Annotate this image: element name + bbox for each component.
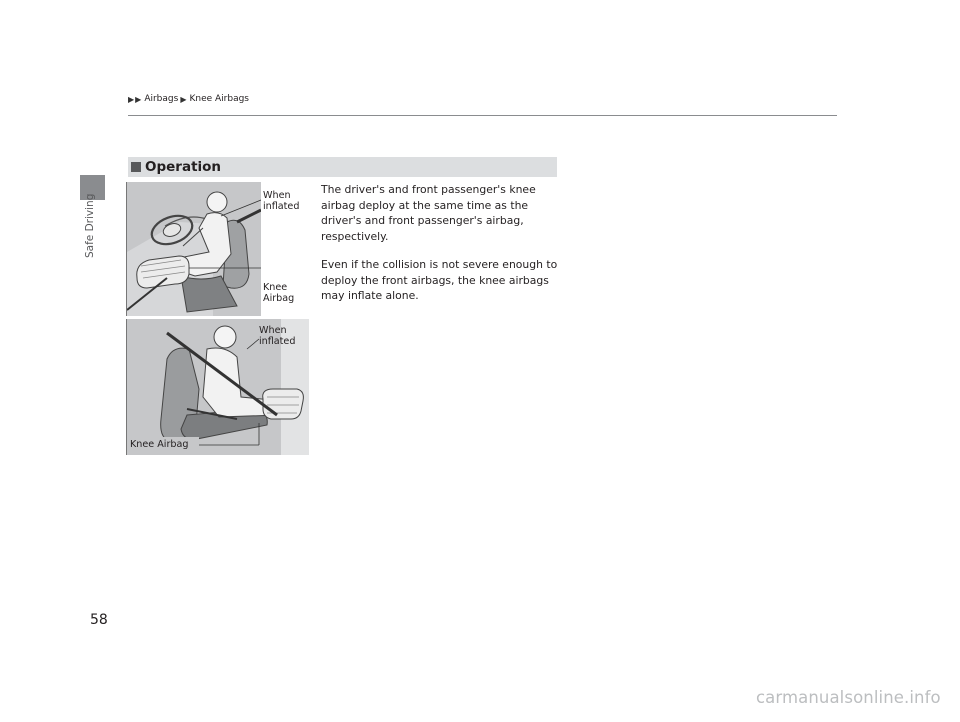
triangle-right-icon: ▶ bbox=[180, 94, 187, 104]
paragraph: Even if the collision is not severe enough to deploy the front airbags, the knee airbags may inflate alone. bbox=[321, 258, 558, 302]
watermark: carmanualsonline.info bbox=[756, 688, 941, 707]
breadcrumb-item-airbags[interactable]: Airbags bbox=[144, 94, 179, 104]
header-divider bbox=[128, 115, 837, 116]
knee-airbag-label: Knee Airbag bbox=[130, 439, 189, 450]
breadcrumb bbox=[128, 94, 249, 104]
section-heading bbox=[128, 157, 557, 177]
section-title: Operation bbox=[145, 159, 222, 175]
when-inflated-label: When inflated bbox=[259, 325, 296, 347]
when-inflated-label: When inflated bbox=[263, 190, 300, 212]
page-number: 58 bbox=[90, 612, 108, 628]
triangle-right-icon: ▶ bbox=[135, 94, 142, 104]
paragraph: The driver's and front passenger's knee airbag deploy at the same time as the driver's and front passenger's airbag, respectively. bbox=[321, 183, 536, 243]
triangle-right-icon: ▶ bbox=[128, 94, 135, 104]
breadcrumb-item-knee-airbags[interactable]: Knee Airbags bbox=[189, 94, 249, 104]
square-bullet-icon bbox=[131, 162, 141, 172]
driver-knee-airbag-illustration bbox=[126, 182, 309, 316]
chapter-label: Safe Driving bbox=[84, 193, 96, 258]
knee-airbag-label: Knee Airbag bbox=[263, 282, 295, 304]
passenger-knee-airbag-illustration bbox=[126, 319, 309, 455]
body-text bbox=[321, 182, 561, 317]
